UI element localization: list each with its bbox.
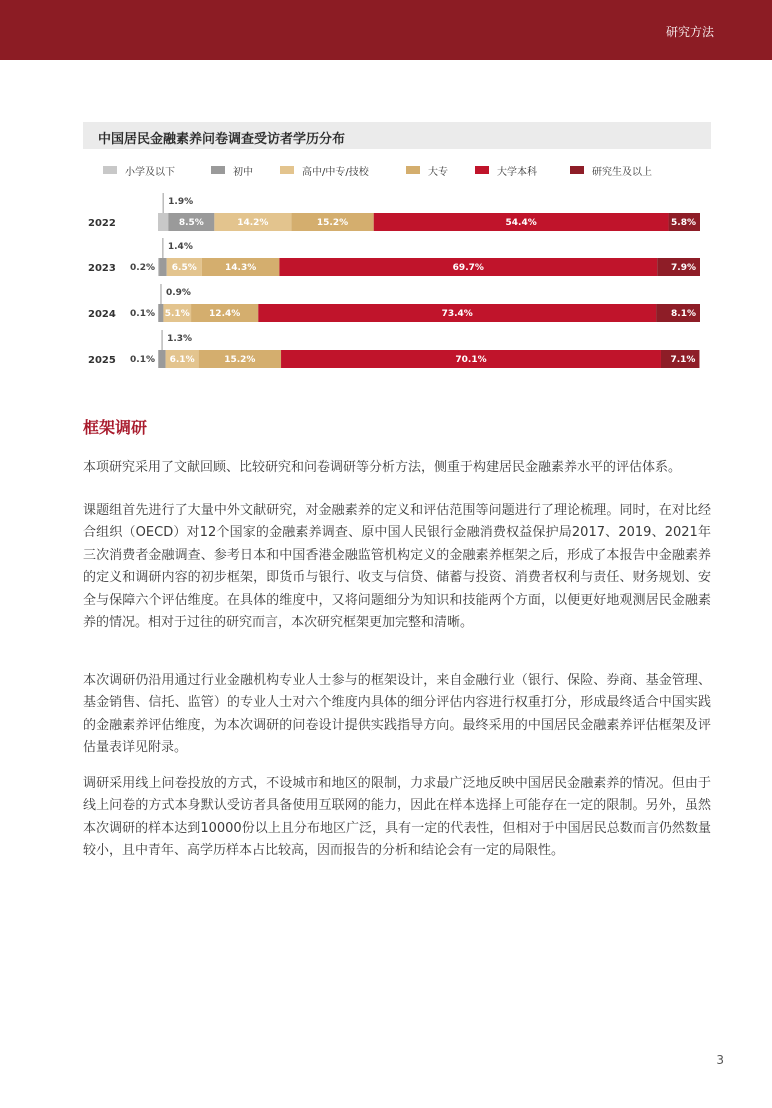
data-label: 15.2% — [224, 355, 256, 365]
data-label: 5.8% — [671, 218, 696, 228]
data-label: 0.1% — [130, 309, 155, 319]
paragraph: 本次调研仍沿用通过行业金融机构专业人士参与的框架设计，来自金融行业（银行、保险、券商、基金管理、基金销售、信托、监管）的专业人士对六个维度内具体的细分评估内容进行权重打分，形成最终适合中国实践的金融素养评估维度，为本次调研的问卷设计提供实践指导方向。最终采用的中国居民金融素养评估框架及评估量表详见附录。 — [83, 673, 711, 756]
data-label: 12.4% — [209, 309, 241, 319]
bar-segment — [158, 213, 168, 231]
data-label: 1.9% — [168, 197, 194, 207]
chart-title: 中国居民金融素养问卷调查受访者学历分布 — [98, 132, 346, 147]
data-label: 6.1% — [169, 355, 195, 365]
data-label: 5.1% — [164, 309, 190, 319]
data-label: 54.4% — [505, 218, 537, 228]
legend-label: 小学及以下 — [125, 167, 175, 178]
year-label: 2024 — [88, 309, 116, 320]
data-label: 69.7% — [452, 263, 484, 273]
legend-label: 大专 — [428, 167, 448, 178]
section-label: 研究方法 — [665, 25, 714, 39]
data-label: 0.1% — [130, 355, 155, 365]
data-label: 0.9% — [165, 288, 191, 298]
data-label: 7.1% — [670, 355, 696, 365]
data-label: 70.1% — [455, 355, 487, 365]
data-label: 0.2% — [130, 263, 155, 273]
year-label: 2025 — [88, 355, 116, 366]
data-label: 7.9% — [671, 263, 696, 273]
data-label: 14.3% — [225, 263, 257, 273]
paragraph: 调研采用线上问卷投放的方式，不设城市和地区的限制，力求最广泛地反映中国居民金融素养的情况。但由于线上问卷的方式本身默认受访者具备使用互联网的能力，因此在样本选择上可能存在一定的限制。另外，虽然本次调研的样本达到10000份以上且分布地区广泛，具有一定的代表性，但相对于中国居民总数而言仍然数量较小，且中青年、高学历样本占比较高，因而报告的分析和结论会有一定的局限性。 — [83, 776, 711, 859]
data-label: 8.5% — [178, 218, 204, 228]
legend-label: 初中 — [233, 167, 253, 178]
legend-label: 高中/中专/技校 — [302, 167, 369, 178]
education-stacked-bar-chart — [0, 0, 772, 400]
legend-label: 大学本科 — [497, 167, 537, 178]
year-label: 2022 — [88, 218, 116, 229]
data-label: 73.4% — [441, 309, 473, 319]
bar-segment — [159, 350, 166, 368]
bar-segment — [159, 258, 167, 276]
bar-segment — [159, 304, 164, 322]
year-label: 2023 — [88, 263, 116, 274]
data-label: 8.1% — [671, 309, 696, 319]
page-number: 3 — [716, 1053, 724, 1067]
data-label: 15.2% — [316, 218, 349, 228]
legend-label: 研究生及以上 — [592, 167, 652, 178]
data-label: 6.5% — [171, 263, 197, 273]
data-label: 14.2% — [237, 218, 269, 228]
section-heading: 框架调研 — [83, 418, 148, 437]
paragraph: 本项研究采用了文献回顾、比较研究和问卷调研等分析方法，侧重于构建居民金融素养水平的评估体系。 — [83, 460, 682, 475]
paragraph: 课题组首先进行了大量中外文献研究，对金融素养的定义和评估范围等问题进行了理论梳理。同时，在对比经合组织（OECD）对12个国家的金融素养调查、原中国人民银行金融消费权益保护局2017、2019、2021年三次消费者金融调查、参考日本和中国香港金融监管机构定义的金融素养框架之后，形成了本报告中金融素养的定义和调研内容的初步框架，即货币与银行、收支与信贷、储蓄与投资、消费者权利与责任、财务规划、安全与保障六个评估维度。在具体的维度中，又将问题细分为知识和技能两个方面，以便更好地观测居民金融素养的情况。相对于过往的研究而言，本次研究框架更加完整和清晰。 — [83, 503, 712, 631]
bar-segment — [158, 258, 159, 276]
data-label: 1.3% — [167, 334, 193, 344]
data-label: 1.4% — [167, 242, 193, 252]
